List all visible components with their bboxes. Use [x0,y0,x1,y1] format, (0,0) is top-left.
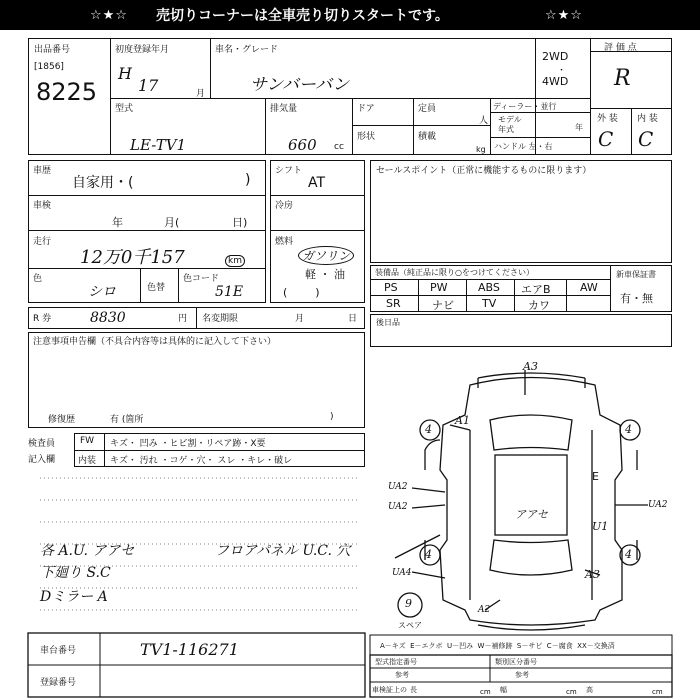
registration-label: 登録番号 [40,678,77,688]
fuel-gas: ガソリン [298,246,354,265]
shift-label: シフト [275,166,303,176]
eq-airbag: エアB [521,283,551,296]
notes-label: 注意事項申告欄（不具合内容等は具体的に記入して下さい） [33,337,277,347]
deed-day: 日 [348,314,358,324]
dmg-ua2-left2: UA2 [388,502,408,512]
eq-sr: SR [386,297,401,310]
inspector-label2: 記入欄 [28,455,56,465]
dmg-4-br: 4 [625,548,632,561]
drive-2wd: 2WD [542,50,569,63]
history-close: ) [245,172,251,188]
r-label: R 券 [33,314,52,324]
color-label: 色 [33,274,43,284]
shift-value: AT [308,175,326,191]
inspect-label: 車検 [33,201,52,211]
history-label: 車歴 [33,166,52,176]
inspect-month: 月( [164,216,180,229]
spec-label: 型式指定番号 [375,658,417,666]
model-value: LE-TV1 [130,136,187,154]
hw-line3: Dミラー A [40,589,108,605]
dmg-pte: アアセ [515,508,548,521]
eq-abs: ABS [478,281,500,294]
color-code-label: 色コード [183,274,220,284]
fuel-light: 軽 ・ 油 [305,268,345,281]
r-value: 8830 [90,310,126,326]
eq-navi: ナビ [432,299,454,312]
load-label: 積載 [418,132,437,142]
inspector-fw: FW [80,436,95,446]
hei-unit: cm [652,688,663,696]
wid-label: 幅 [500,686,507,694]
score-label: 評 価 点 [604,43,637,53]
dmg-a3-top: A3 [523,360,538,373]
lot-label: 出品番号 [34,45,71,55]
repair-close: ) [330,412,334,422]
warranty-value: 有・無 [620,292,653,305]
reg-era: H [118,64,132,83]
model-year-label1: モデル [498,115,522,124]
mileage-value: 12万0千157 [80,247,185,268]
chassis-value: TV1-116271 [140,640,239,659]
mileage-label: 走行 [33,237,52,247]
dmg-ua2-right: UA2 [648,500,668,510]
eq-tv: TV [482,297,497,310]
model-label: 型式 [115,104,134,114]
reg-month-unit: 月 [196,89,206,99]
load-unit: kg [476,145,486,154]
dmg-9: 9 [405,597,412,610]
ref1-label: 参考 [395,671,409,679]
warranty-label: 新車保証書 [616,270,656,279]
reg-year: 17 [138,76,159,95]
cooling-label: 冷房 [275,201,294,211]
class-label: 類別区分番号 [495,658,537,666]
repair-label: 修復歴 [48,415,76,425]
size-label: 車検証上の [372,686,407,694]
ext-label: 外 装 [597,114,618,124]
later-label: 後日品 [376,318,400,327]
name-label: 車名・グレード [215,45,279,55]
int-value: C [638,127,654,151]
fuel-paren: ( ) [283,286,320,299]
inspect-year: 年 [112,216,123,229]
chassis-label: 車台番号 [40,646,77,656]
name-value: サンバーバン [250,75,350,95]
dealer-label: ディーラー・並行 [493,102,557,111]
cap-label: 定員 [418,104,437,114]
dmg-ua4: UA4 [392,568,412,578]
dmg-a2: A2 [478,605,491,615]
ref2-label: 参考 [515,671,529,679]
reg-label: 初度登録年月 [115,45,170,55]
hw-line2: 下廻り S.C [40,565,111,581]
deed-label: 名変期限 [202,314,239,324]
drive-dot: ・ [557,66,567,76]
color-value: シロ [88,284,116,300]
inspector-label1: 検査員 [28,439,56,449]
stars-right: ☆★☆ [545,7,583,23]
hw-line1: 各 A.U. アアセ [40,543,135,559]
dmg-e: E [592,470,599,483]
cc-unit: cc [334,142,344,152]
inspector-interior: 内装 [78,456,97,466]
dmg-u1: U1 [592,520,609,533]
damage-legend: A－キズ E－エクボ U－凹み W－補修跡 S－サビ C－腐食 XX－交換済 [380,642,615,650]
inspector-row1: キズ・ 凹み ・ヒビ割・リペア跡・X要 [110,439,266,449]
wid-unit: cm [566,688,577,696]
history-value: 自家用・( [72,175,134,191]
dmg-ua2-left: UA2 [388,482,408,492]
color-code-value: 51E [215,284,244,300]
eq-aw: AW [580,281,598,294]
handle-label: ハンドル 左・右 [494,142,553,151]
model-year-label2: 年式 [498,125,514,134]
eq-pw: PW [430,281,448,294]
door-label: ドア [357,104,375,114]
spare-label: スペア [398,621,422,630]
cc-value: 660 [288,136,317,154]
inspect-day: 日) [232,216,248,229]
int-label: 内 装 [637,114,658,124]
dmg-4-bl: 4 [425,548,432,561]
drive-4wd: 4WD [542,75,569,88]
deed-month: 月 [295,314,305,324]
r-unit: 円 [178,314,188,324]
dmg-4-tl: 4 [425,423,432,436]
model-year-unit: 年 [575,123,583,132]
hei-label: 高 [586,686,593,694]
cc-label: 排気量 [270,104,298,114]
stars-left: ☆★☆ [90,7,128,23]
ext-value: C [598,127,614,151]
dmg-a3-br: A3 [585,568,600,581]
recolor-label: 色替 [147,283,166,293]
banner-text: 売切りコーナーは全車売り切りスタートです。 [156,8,449,24]
dmg-a1: A1 [455,414,470,427]
dmg-4-tr: 4 [625,423,632,436]
lot-code: [1856] [34,62,64,72]
sales-label: セールスポイント（正常に機能するものに限ります） [376,166,592,176]
eq-leather: カワ [528,299,550,312]
fuel-label: 燃料 [275,237,294,247]
equipment-label: 装備品（純正品に限り○をつけてください） [375,268,534,277]
shape-label: 形状 [357,132,376,142]
len-unit: cm [480,688,491,696]
lot-number: 8225 [36,78,98,106]
len-label: 長 [410,686,417,694]
repair-value: 有 (箇所 [110,415,144,425]
inspector-row2: キズ・ 汚れ ・コゲ・穴・ スレ ・キレ・破レ [110,456,293,466]
score-value: R [614,66,631,91]
hw-right: フロアパネル U.C. 穴 [215,543,351,559]
cap-unit: 人 [479,116,489,126]
mileage-unit: km [225,255,245,267]
eq-ps: PS [384,281,398,294]
